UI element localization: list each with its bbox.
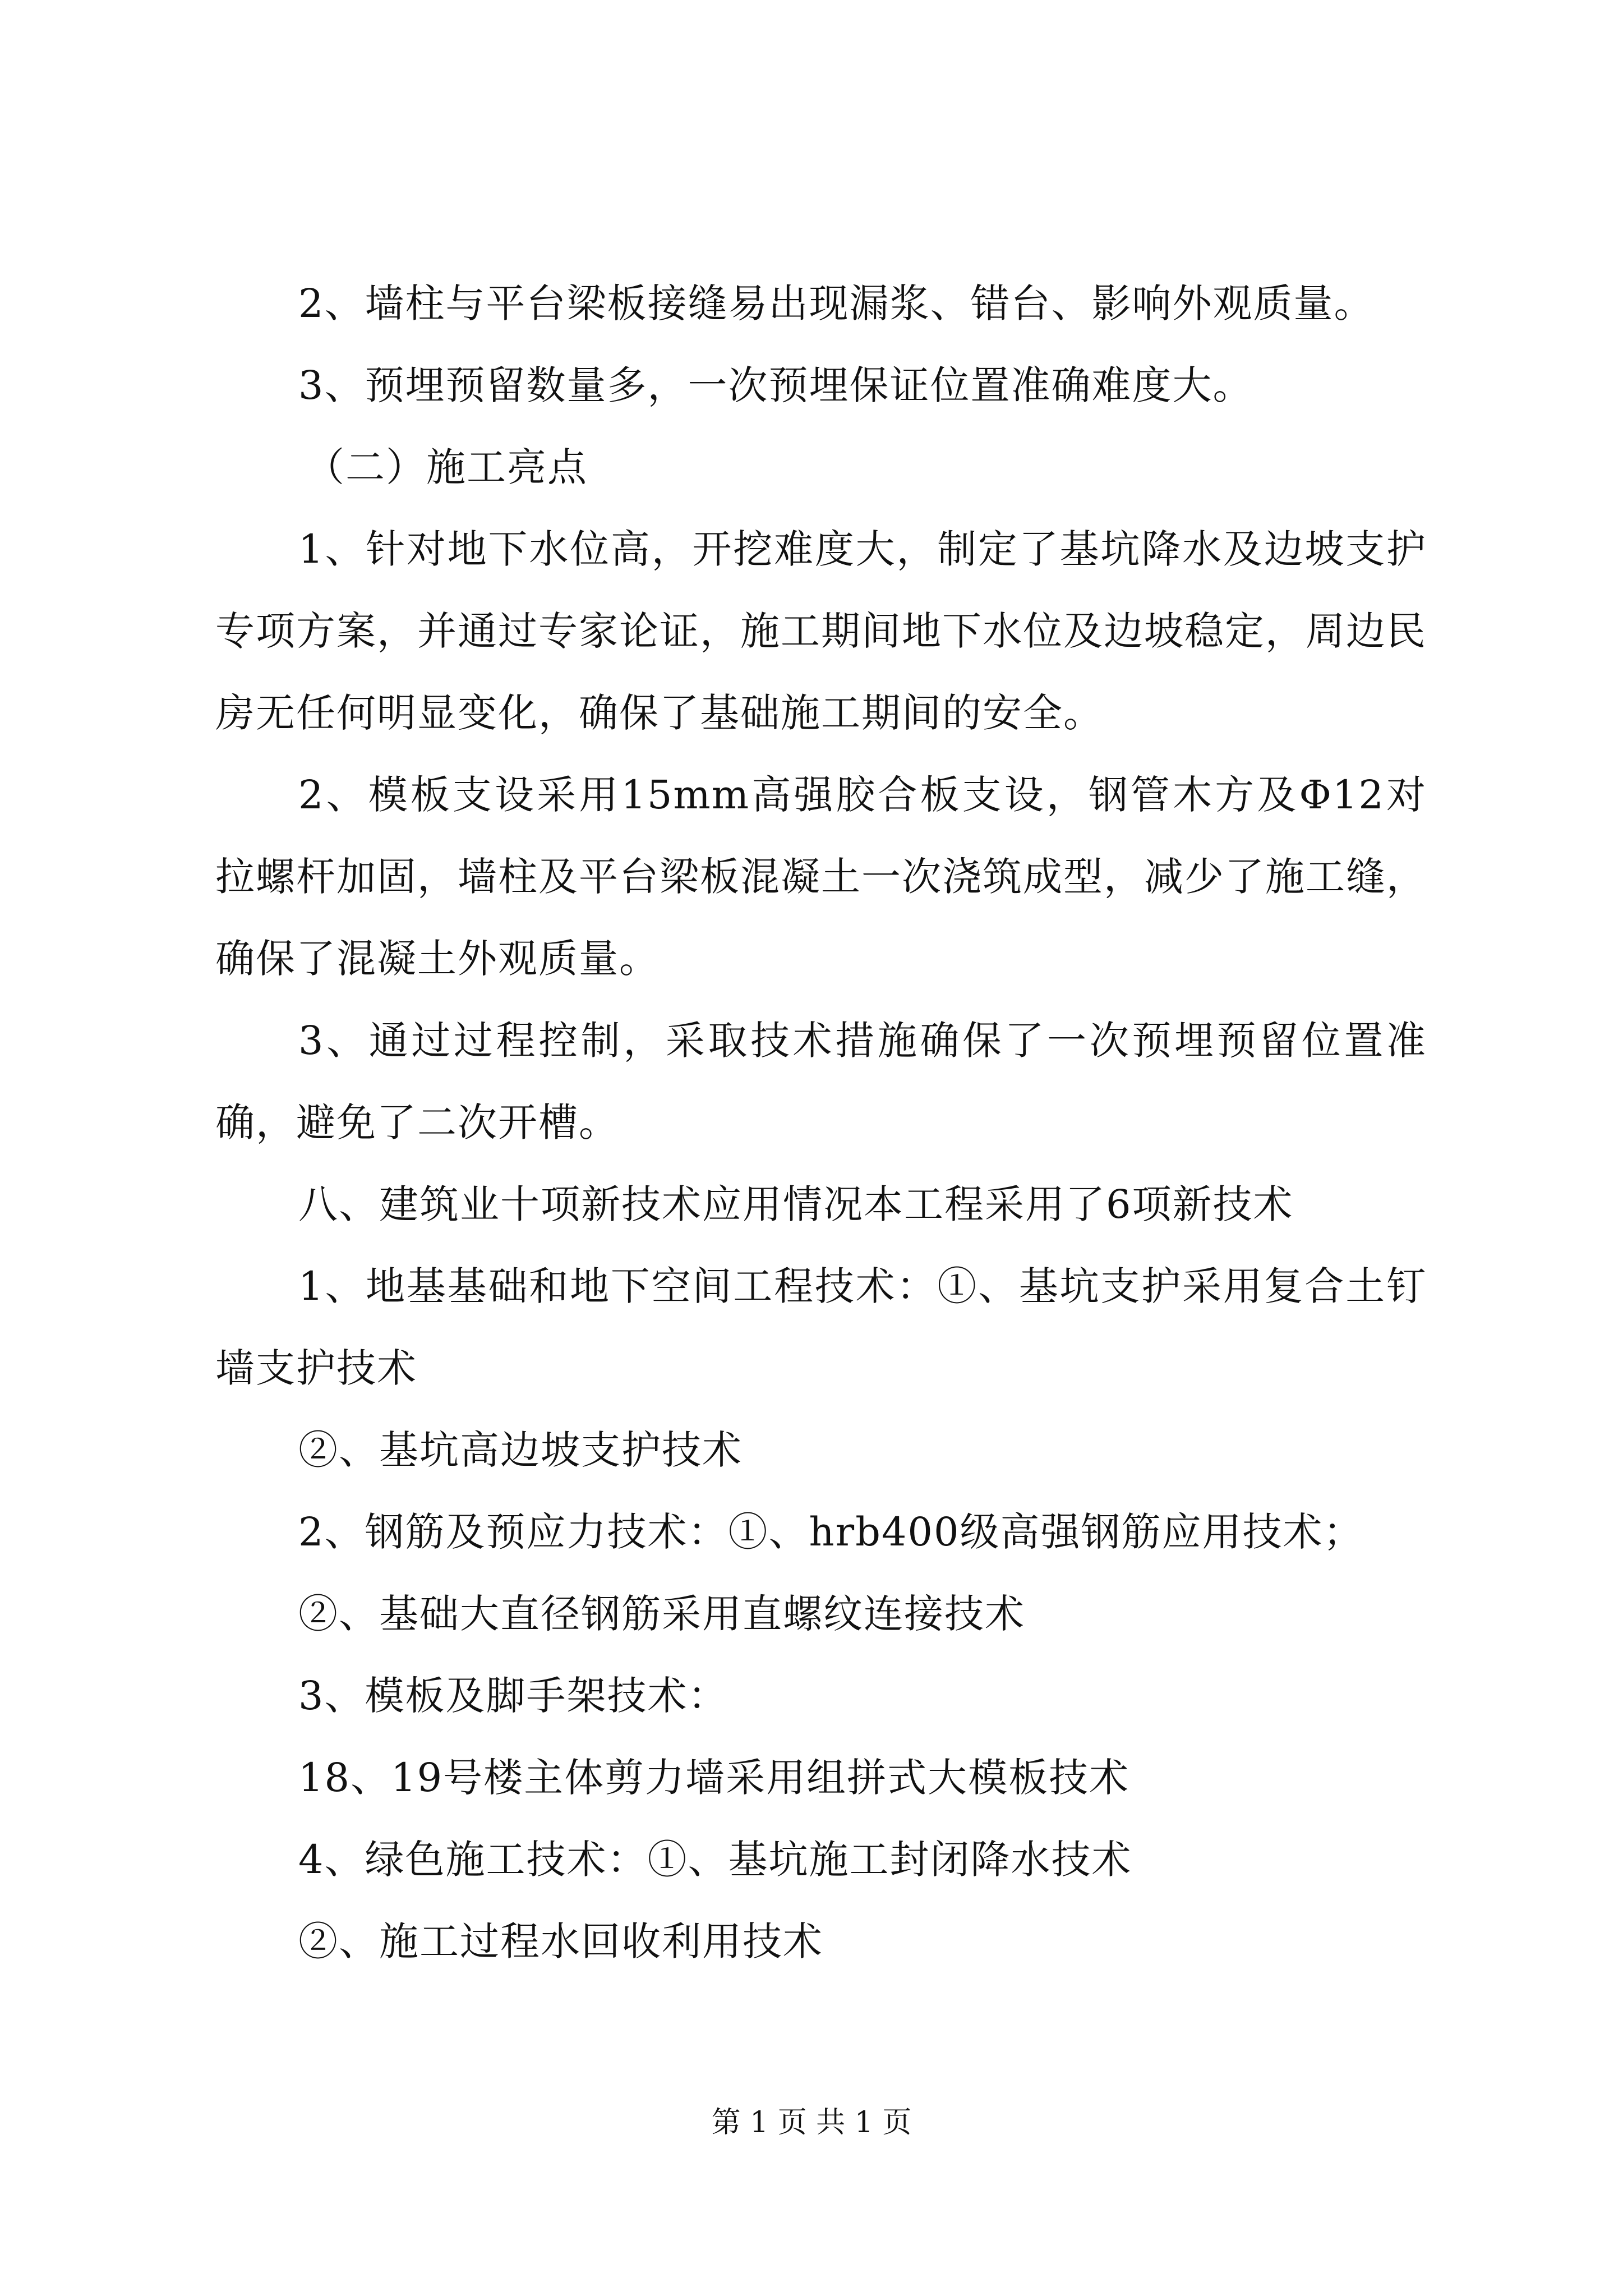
paragraph-tech-4-sub: ②、施工过程水回收利用技术 xyxy=(298,1918,823,1964)
document-body xyxy=(215,263,1427,1982)
page-number-footer: 第 1 页 共 1 页 xyxy=(711,2106,912,2139)
paragraph-tech-1-sub: ②、基坑高边坡支护技术 xyxy=(298,1427,743,1473)
paragraph-tech-3-sub: 18、19号楼主体剪力墙采用组拼式大模板技术 xyxy=(298,1755,1130,1801)
paragraph-tech-4: 4、绿色施工技术：①、基坑施工封闭降水技术 xyxy=(298,1837,1132,1883)
paragraph-highlight-1: 1、针对地下水位高，开挖难度大，制定了基坑降水及边坡支护专项方案，并通过专家论证，施工期间地下水位及边坡稳定，周边民房无任何明显变化，确保了基础施工期间的安全。 xyxy=(215,526,1427,736)
paragraph-highlight-3: 3、通过过程控制，采取技术措施确保了一次预埋预留位置准确，避免了二次开槽。 xyxy=(215,1018,1427,1145)
paragraph-highlight-2: 2、模板支设采用15mm高强胶合板支设，钢管木方及Φ12对拉螺杆加固，墙柱及平台梁板混凝土一次浇筑成型，减少了施工缝，确保了混凝土外观质量。 xyxy=(215,772,1427,982)
section-heading-highlights: （二）施工亮点 xyxy=(305,444,588,490)
paragraph-tech-2-sub: ②、基础大直径钢筋采用直螺纹连接技术 xyxy=(298,1591,1025,1637)
paragraph-tech-1: 1、地基基础和地下空间工程技术：①、基坑支护采用复合土钉墙支护技术 xyxy=(215,1263,1427,1391)
paragraph-tech-3: 3、模板及脚手架技术： xyxy=(298,1673,728,1719)
paragraph-tech-2: 2、钢筋及预应力技术：①、hrb400级高强钢筋应用技术； xyxy=(298,1509,1364,1555)
paragraph-item-3-embedded: 3、预埋预留数量多，一次预埋保证位置准确难度大。 xyxy=(298,362,1253,408)
paragraph-item-2-leakage: 2、墙柱与平台梁板接缝易出现漏浆、错台、影响外观质量。 xyxy=(298,280,1375,326)
section-heading-new-tech: 八、建筑业十项新技术应用情况本工程采用了6项新技术 xyxy=(298,1181,1294,1227)
